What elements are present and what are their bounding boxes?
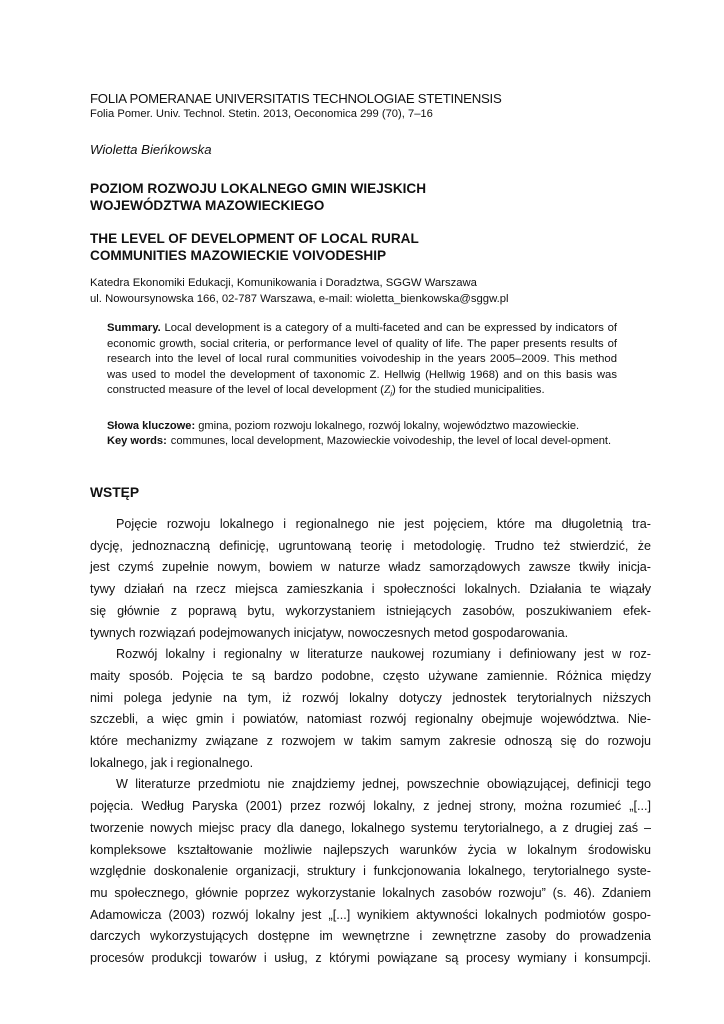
affiliation-line: ul. Nowoursynowska 166, 02-787 Warszawa, e-mail: wioletta_bienkowska@sggw.pl xyxy=(90,293,509,305)
text-line: szczebli, a więc gmin i powiatów, natomiast rozwój regionalny obejmuje województwa. Nie- xyxy=(90,712,651,727)
title-english-line: COMMUNITIES MAZOWIECKIE VOIVODESHIP xyxy=(90,248,387,263)
text-line: maity sposób. Pojęcia te są bardzo podobne, często używane zamiennie. Różnica między xyxy=(90,668,651,683)
keywords-english-label: Key words: xyxy=(107,435,167,447)
summary-abstract xyxy=(107,321,617,402)
text-line: tworzenie nowych miejsc pracy dla danego, lokalnego systemu terytorialnego, a z drugiej zaś – xyxy=(90,820,651,835)
body-text xyxy=(90,514,651,970)
text-line: tywnych rozwiązań podejmowanych inicjatyw, nowoczesnych metod gospodarowania. xyxy=(90,625,569,640)
text-line: pojęcia. Według Paryska (2001) przez rozwój lokalny, z jednej strony, można rozumieć „[...] xyxy=(90,799,651,814)
text-line: Pojęcie rozwoju lokalnego i regionalnego nie jest pojęciem, które ma długoletnią tra- xyxy=(116,517,651,531)
summary-text: Local development is a category of a multi-faceted and can be expressed by indicators of economic growth, social criteria, or performance level of quality of life. The paper presents results of research into the level of local rural communities voivodeship in the years 2005–2009. This method was used to model the development of taxonomic Z. Hellwig (Hellwig 1968) and on this basis was constructed measure of the level of local development ( xyxy=(107,322,617,397)
text-line: dycję, jednoznaczną definicję, ugruntowaną teorię i metodologię. Trudno też stwierdzić, że xyxy=(90,538,651,553)
keywords-polish xyxy=(107,419,627,434)
text-line: nimi polega jedynie na tym, iż rozwój lokalny dotyczy jednostek terytorialnych niższych xyxy=(90,690,651,705)
text-line: Adamowicza (2003) rozwój lokalny jest „[...] wynikiem aktywności lokalnych podmiotów gospo- xyxy=(90,907,651,922)
affiliation xyxy=(90,275,650,307)
text-line: Rozwój lokalny i regionalny w literaturze naukowej rozumiany i definiowany jest w roz- xyxy=(116,647,651,662)
text-line: jest czymś zupełnie nowym, bowiem w naturze władz samorządowych zawsze tkwiły inicja- xyxy=(90,560,651,575)
text-line: W literaturze przedmiotu nie znajdziemy jednej, powszechnie obowiązującej, definicji tego xyxy=(116,777,651,792)
title-polish xyxy=(90,180,650,214)
measure-symbol: $Z_i$ xyxy=(383,384,393,399)
text-line: procesów produkcji towarów i usług, z którymi powiązane są procesy wymiany i konsumpcji. xyxy=(90,951,651,966)
paragraph xyxy=(90,644,651,774)
title-english xyxy=(90,230,650,264)
text-line: mu społecznego, głównie poprzez wykorzystanie lokalnych zasobów rozwoju” (s. 46). Zdaniem xyxy=(90,885,651,900)
keywords-polish-label: Słowa kluczowe: xyxy=(107,420,196,432)
text-line: względnie doskonalenie organizacji, struktury i funkcjonowania lokalnego, terytorialnego syste- xyxy=(90,864,651,879)
keywords-polish-text: gmina, poziom rozwoju lokalnego, rozwój lokalny, województwo mazowieckie. xyxy=(195,420,580,432)
title-english-line: THE LEVEL OF DEVELOPMENT OF LOCAL RURAL xyxy=(90,231,419,246)
keywords-english xyxy=(107,434,627,449)
author-name: Wioletta Bieńkowska xyxy=(90,142,212,157)
paragraph xyxy=(90,774,651,969)
section-heading: WSTĘP xyxy=(90,485,140,500)
paragraph xyxy=(90,514,651,644)
text-line: darczych wykorzystujących dostępne im wewnętrzne i zewnętrzne zasoby do prowadzenia xyxy=(90,929,651,944)
keywords-english-text: communes, local development, Mazowieckie voivodeship, the level of local devel-opment. xyxy=(170,435,612,447)
text-line: które mechanizmy związane z rozwojem w takim samym zakresie odnoszą się do rozwoju xyxy=(90,734,651,749)
summary-text-end: ) for the studied municipalities. xyxy=(392,384,545,397)
title-polish-line: POZIOM ROZWOJU LOKALNEGO GMIN WIEJSKICH xyxy=(90,181,427,196)
affiliation-line: Katedra Ekonomiki Edukacji, Komunikowania i Doradztwa, SGGW Warszawa xyxy=(90,277,477,289)
journal-name: FOLIA POMERANAE UNIVERSITATIS TECHNOLOGIAE STETINENSIS xyxy=(90,91,502,106)
text-line: lokalnego, jak i regionalnego. xyxy=(90,755,254,770)
text-line: tywy działań na rzecz miejsca zamieszkania i społeczności lokalnych. Działania te wiązały xyxy=(90,582,651,597)
text-line: się głównie z poprawą bytu, wykorzystaniem istniejących zasobów, poszukiwaniem efek- xyxy=(90,603,651,618)
text-line: kompleksowe kształtowanie możliwie najlepszych warunków życia w lokalnym środowisku xyxy=(90,842,651,857)
title-polish-line: WOJEWÓDZTWA MAZOWIECKIEGO xyxy=(90,198,325,213)
summary-label: Summary. xyxy=(107,322,161,334)
journal-citation: Folia Pomer. Univ. Technol. Stetin. 2013, Oeconomica 299 (70), 7–16 xyxy=(90,108,433,120)
